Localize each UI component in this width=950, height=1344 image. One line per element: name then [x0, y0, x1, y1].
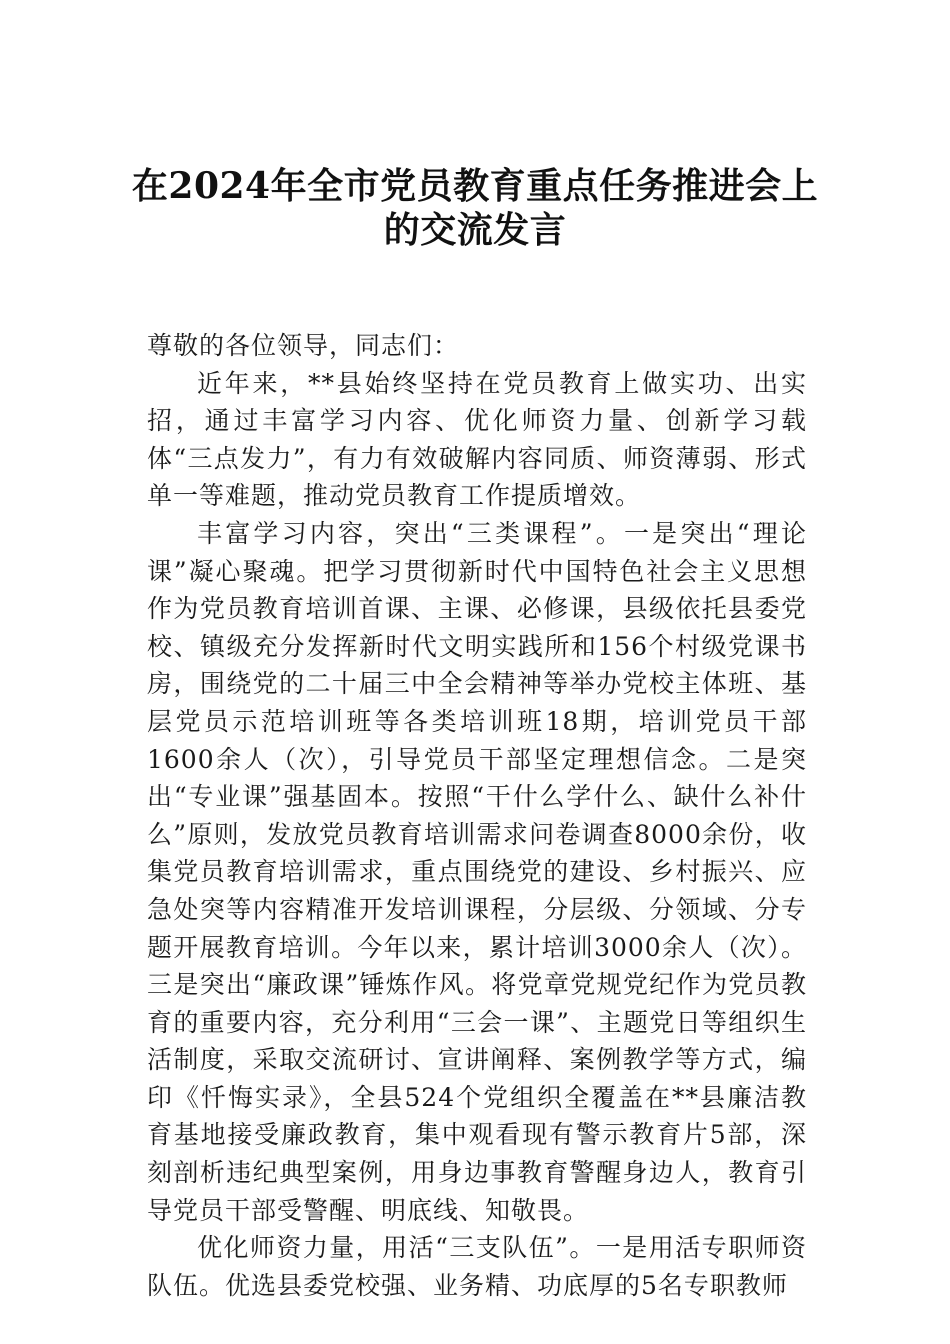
document-title-line-2: 的交流发言	[383, 209, 567, 251]
document-body	[147, 327, 807, 1304]
paragraph-teaching-staff: 优化师资力量，用活“三支队伍”。一是用活专职师资队伍。优选县委党校强、业务精、功底厚的5名专职教师	[147, 1233, 807, 1300]
salutation: 尊敬的各位领导，同志们：	[147, 331, 460, 360]
paragraph-intro: 近年来，**县始终坚持在党员教育上做实功、出实招，通过丰富学习内容、优化师资力量、创新学习载体“三点发力”，有力有效破解内容同质、师资薄弱、形式单一等难题，推动党员教育工作提质增效。	[147, 368, 807, 511]
paragraph-learning-content: 丰富学习内容，突出“三类课程”。一是突出“理论课”凝心聚魂。把学习贯彻新时代中国特色社会主义思想作为党员教育培训首课、主课、必修课，县级依托县委党校、镇级充分发挥新时代文明实践所和156个村级党课书房，围绕党的二十届三中全会精神等举办党校主体班、基层党员示范培训班等各类培训班18期，培训党员干部1600余人（次），引导党员干部坚定理想信念。二是突出“专业课”强基固本。按照“干什么学什么、缺什么补什么”原则，发放党员教育培训需求问卷调查8000余份，收集党员教育培训需求，重点围绕党的建设、乡村振兴、应急处突等内容精准开发培训课程，分层级、分领域、分专题开展教育培训。今年以来，累计培训3000余人（次）。三是突出“廉政课”锤炼作风。将党章党规党纪作为党员教育的重要内容，充分利用“三会一课”、主题党日等组织生活制度，采取交流研讨、宣讲阐释、案例教学等方式，编印《忏悔实录》，全县524个党组织全覆盖在**县廉洁教育基地接受廉政教育，集中观看现有警示教育片5部，深刻剖析违纪典型案例，用身边事教育警醒身边人，教育引导党员干部受警醒、明底线、知敬畏。	[147, 518, 807, 1225]
document-title-line-1: 在2024年全市党员教育重点任务推进会上	[131, 165, 819, 207]
